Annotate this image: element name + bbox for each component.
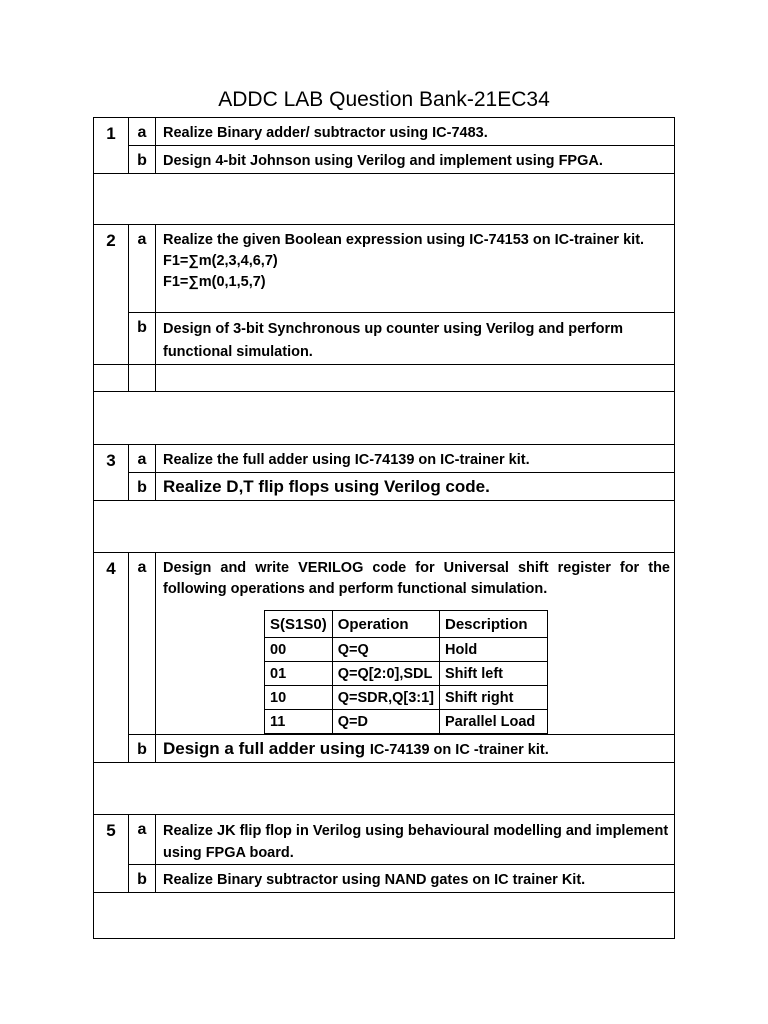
question-number: 4 — [94, 553, 129, 763]
question-text — [156, 225, 675, 313]
page-title: ADDC LAB Question Bank-21EC34 — [218, 88, 550, 111]
operations-row — [265, 638, 548, 662]
spacer-row — [94, 501, 675, 553]
operations-table — [264, 610, 548, 734]
spacer-row — [94, 174, 675, 225]
table-row — [94, 146, 675, 174]
table-cell: Q=D — [332, 710, 439, 734]
sub-label: a — [129, 553, 156, 735]
spacer-row — [94, 893, 675, 939]
spacer-row — [94, 763, 675, 815]
sub-label: a — [129, 445, 156, 473]
sub-label: b — [129, 473, 156, 501]
question-text-part: Design a full adder using — [163, 739, 370, 758]
table-cell: Q=Q — [332, 638, 439, 662]
question-text: Design and write VERILOG code for Universal shift register for the following operations and perform functional simulation. — [163, 560, 670, 597]
question-line: Realize the given Boolean expression using IC-74153 on IC-trainer kit. — [163, 232, 645, 248]
question-text — [156, 735, 675, 763]
table-row — [94, 553, 675, 735]
column-header: S(S1S0) — [265, 611, 333, 638]
table-row — [94, 815, 675, 865]
question-bank-table — [93, 117, 675, 939]
table-row — [94, 313, 675, 365]
table-row — [94, 118, 675, 146]
table-cell: Q=Q[2:0],SDL — [332, 662, 439, 686]
table-cell: Hold — [440, 638, 548, 662]
question-text: Design of 3-bit Synchronous up counter using Verilog and perform functional simulation. — [156, 313, 675, 365]
table-row — [94, 473, 675, 501]
spacer-row — [94, 392, 675, 445]
column-header: Description — [440, 611, 548, 638]
question-cell — [156, 553, 675, 735]
expression-line: F1=∑m(2,3,4,6,7) — [163, 253, 278, 269]
question-text-part: IC-74139 on IC -trainer kit. — [369, 742, 549, 758]
table-row — [94, 735, 675, 763]
sub-label: b — [129, 865, 156, 893]
question-number: 3 — [94, 445, 129, 501]
question-text: Realize Binary subtractor using NAND gates on IC trainer Kit. — [156, 865, 675, 893]
question-text: Realize JK flip flop in Verilog using behavioural modelling and implement using FPGA board. — [156, 815, 675, 865]
question-text: Realize Binary adder/ subtractor using IC-7483. — [156, 118, 675, 146]
question-number: 2 — [94, 225, 129, 365]
table-row — [94, 225, 675, 313]
sub-label: a — [129, 225, 156, 313]
table-cell: Parallel Load — [440, 710, 548, 734]
sub-label: b — [129, 146, 156, 174]
empty-row — [94, 365, 675, 392]
table-cell: Shift left — [440, 662, 548, 686]
question-text: Realize D,T flip flops using Verilog code. — [156, 473, 675, 501]
question-text: Realize the full adder using IC-74139 on IC-trainer kit. — [156, 445, 675, 473]
question-number: 1 — [94, 118, 129, 174]
table-cell: 00 — [265, 638, 333, 662]
operations-row — [265, 710, 548, 734]
column-header: Operation — [332, 611, 439, 638]
operations-row — [265, 662, 548, 686]
table-row — [94, 865, 675, 893]
table-cell: Shift right — [440, 686, 548, 710]
sub-label: a — [129, 815, 156, 865]
sub-label: b — [129, 735, 156, 763]
table-cell: 01 — [265, 662, 333, 686]
question-number: 5 — [94, 815, 129, 893]
expression-line: F1=∑m(0,1,5,7) — [163, 274, 266, 290]
table-row — [94, 445, 675, 473]
question-text: Design 4-bit Johnson using Verilog and implement using FPGA. — [156, 146, 675, 174]
table-cell: 11 — [265, 710, 333, 734]
table-cell: 10 — [265, 686, 333, 710]
operations-header-row — [265, 611, 548, 638]
operations-row — [265, 686, 548, 710]
sub-label: b — [129, 313, 156, 365]
table-cell: Q=SDR,Q[3:1] — [332, 686, 439, 710]
sub-label: a — [129, 118, 156, 146]
